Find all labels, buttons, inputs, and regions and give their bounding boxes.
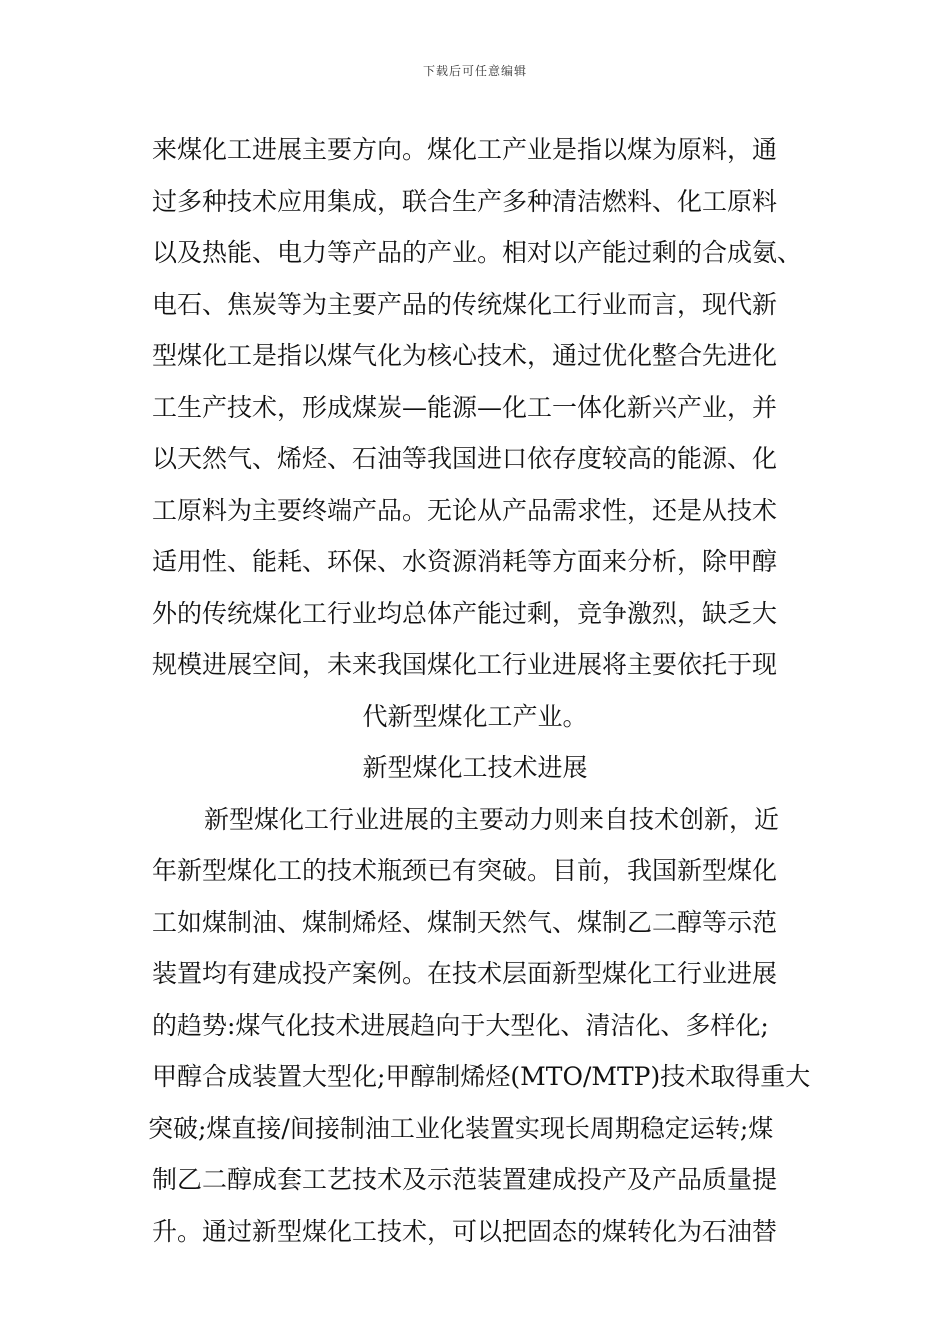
text-line: 的趋势:煤气化技术进展趋向于大型化、清洁化、多样化;	[152, 1010, 769, 1040]
text-line: 外的传统煤化工行业均总体产能过剩，竞争激烈，缺乏大	[152, 598, 778, 628]
page-header: 下载后可任意编辑	[422, 64, 527, 78]
text-line: 过多种技术应用集成，联合生产多种清洁燃料、化工原料	[152, 186, 778, 216]
text-line: 以天然气、烯烃、石油等我国进口依存度较高的能源、化	[152, 444, 778, 473]
text-line: 工原料为主要终端产品。无论从产品需求性，还是从技术	[152, 495, 778, 525]
text-line: 新型煤化工行业进展的主要动力则来自技术创新，近	[204, 804, 780, 834]
section-heading: 新型煤化工技术进展	[362, 753, 588, 782]
text-line: 升。通过新型煤化工技术，可以把固态的煤转化为石油替	[152, 1216, 778, 1246]
text-line: 规模进展空间，未来我国煤化工行业进展将主要依托于现	[152, 650, 778, 679]
text-line: 突破;煤直接/间接制油工业化装置实现长周期稳定运转;煤	[148, 1113, 774, 1143]
text-line: 工生产技术，形成煤炭—能源—化工一体化新兴产业，并	[152, 392, 778, 422]
paragraph-last-line: 代新型煤化工产业。	[362, 701, 588, 731]
text-line: 以及热能、电力等产品的产业。相对以产能过剩的合成氨、	[152, 238, 803, 267]
text-line: 电石、焦炭等为主要产品的传统煤化工行业而言，现代新	[152, 289, 778, 319]
text-line: 工如煤制油、煤制烯烃、煤制天然气、煤制乙二醇等示范	[152, 907, 778, 937]
text-line: 甲醇合成装置大型化;甲醇制烯烃(MTO/MTP)技术取得重大	[152, 1062, 811, 1091]
text-line: 装置均有建成投产案例。在技术层面新型煤化工行业进展	[152, 959, 778, 988]
text-line: 适用性、能耗、环保、水资源消耗等方面来分析，除甲醇	[152, 547, 778, 576]
text-line: 制乙二醇成套工艺技术及示范装置建成投产及产品质量提	[152, 1165, 778, 1194]
document-body	[148, 124, 812, 1257]
text-line: 型煤化工是指以煤气化为核心技术，通过优化整合先进化	[152, 341, 778, 370]
text-line: 年新型煤化工的技术瓶颈已有突破。目前，我国新型煤化	[152, 856, 778, 885]
text-line: 来煤化工进展主要方向。煤化工产业是指以煤为原料，通	[152, 135, 778, 164]
